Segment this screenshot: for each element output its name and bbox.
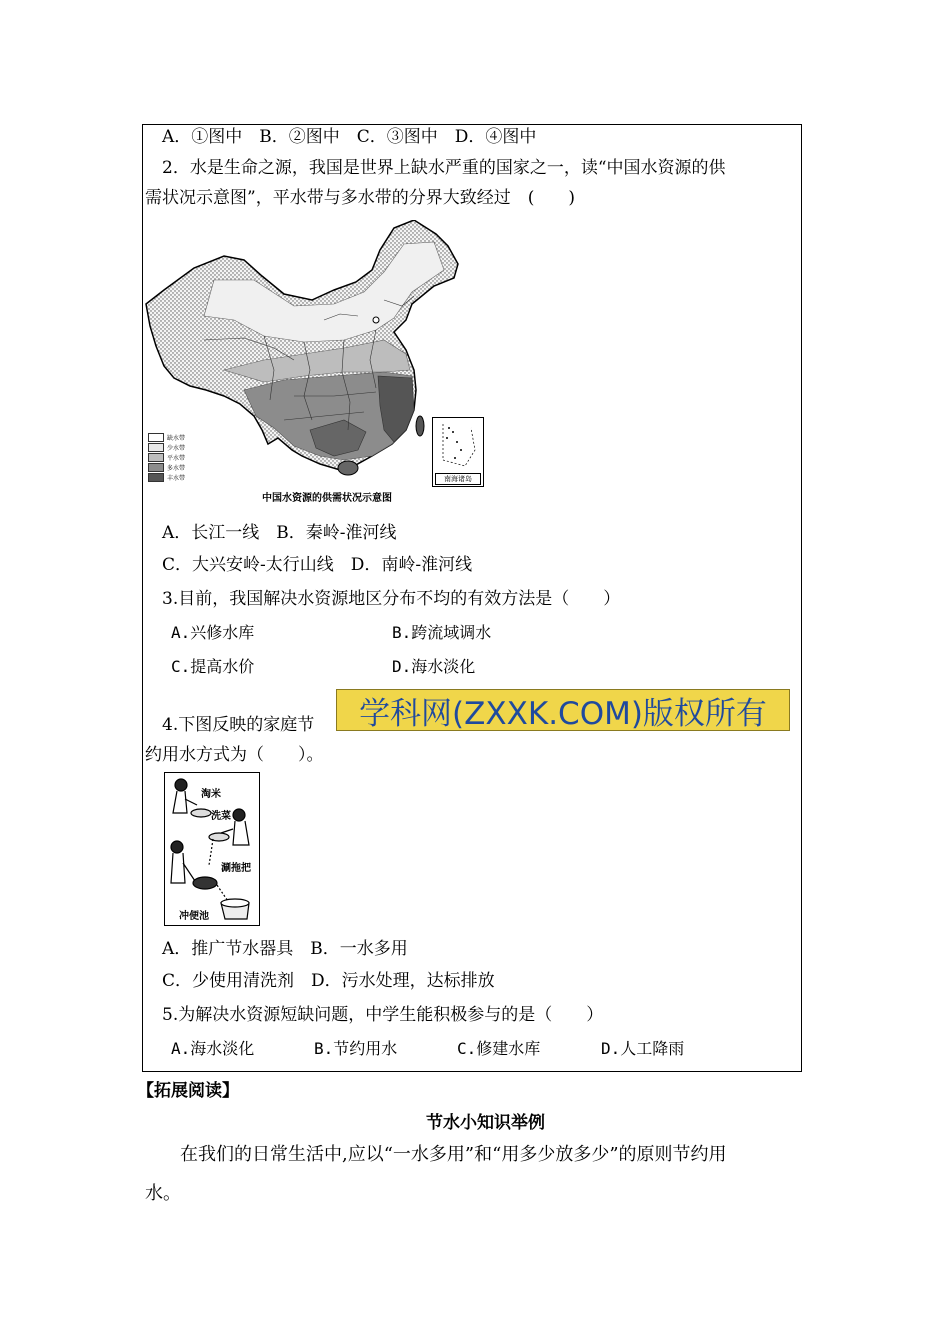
q4-stem-line2: 约用水方式为（ ）。 [145, 745, 324, 765]
q2-options-cd: C．大兴安岭-太行山线 D．南岭-淮河线 [162, 555, 473, 575]
legend-swatch-2 [148, 443, 164, 452]
copyright-watermark: 学科网(ZXXK.COM)版权所有 [336, 689, 790, 731]
q2-stem-line2: 需状况示意图”，平水带与多水带的分界大致经过 ( ) [145, 188, 575, 208]
q4-options-cd: C．少使用清洗剂 D．污水处理，达标排放 [162, 971, 495, 991]
q2-options-ab: A．长江一线 B．秦岭-淮河线 [162, 523, 397, 543]
cartoon-label-1: 淘米 [201, 789, 221, 800]
q1-options: A．①图中 B．②图中 C．③图中 D．④图中 [162, 127, 537, 147]
q3-option-a: A.兴修水库 [171, 623, 255, 642]
reading-paragraph-line2: 水。 [145, 1183, 181, 1204]
legend-swatch-5 [148, 473, 164, 482]
water-reuse-cartoon [164, 772, 260, 926]
q5-option-c: C.修建水库 [457, 1039, 541, 1058]
q5-stem: 5.为解决水资源短缺问题，中学生能积极参与的是（ ） [162, 1005, 604, 1025]
q4-options-ab: A．推广节水器具 B．一水多用 [162, 939, 408, 959]
cartoon-label-2: 洗菜 [211, 811, 231, 822]
reading-section-heading: 【拓展阅读】 [137, 1081, 239, 1101]
reading-title: 节水小知识举例 [426, 1113, 545, 1133]
legend-swatch-3 [148, 453, 164, 462]
cartoon-label-4: 冲便池 [179, 911, 209, 922]
legend-label-5: 丰水带 [167, 474, 186, 482]
legend-label-2: 少水带 [167, 444, 186, 452]
q3-option-b: B.跨流域调水 [392, 623, 492, 642]
q5-option-d: D.人工降雨 [601, 1039, 685, 1058]
inset-label: 南海诸岛 [435, 473, 481, 485]
legend-label-1: 缺水带 [167, 434, 186, 442]
q4-stem-line1: 4.下图反映的家庭节 [162, 715, 315, 735]
q3-option-c: C.提高水价 [171, 657, 255, 676]
q3-stem: 3.目前，我国解决水资源地区分布不均的有效方法是（ ） [162, 589, 621, 609]
legend-label-4: 多水带 [167, 464, 186, 472]
q5-option-b: B.节约用水 [314, 1039, 398, 1058]
map-title: 中国水资源的供需状况示意图 [262, 493, 392, 504]
legend-label-3: 平水带 [167, 454, 186, 462]
reading-paragraph-line1: 在我们的日常生活中,应以“一水多用”和“用多少放多少”的原则节约用 [180, 1144, 727, 1165]
cartoon-label-3: 涮拖把 [221, 863, 251, 874]
legend-swatch-1 [148, 433, 164, 442]
south-china-sea-inset [432, 417, 484, 487]
q2-stem-line1: 2．水是生命之源，我国是世界上缺水严重的国家之一，读“中国水资源的供 [162, 158, 726, 178]
q3-option-d: D.海水淡化 [392, 657, 476, 676]
q5-option-a: A.海水淡化 [171, 1039, 255, 1058]
legend-swatch-4 [148, 463, 164, 472]
map-legend [148, 432, 185, 482]
